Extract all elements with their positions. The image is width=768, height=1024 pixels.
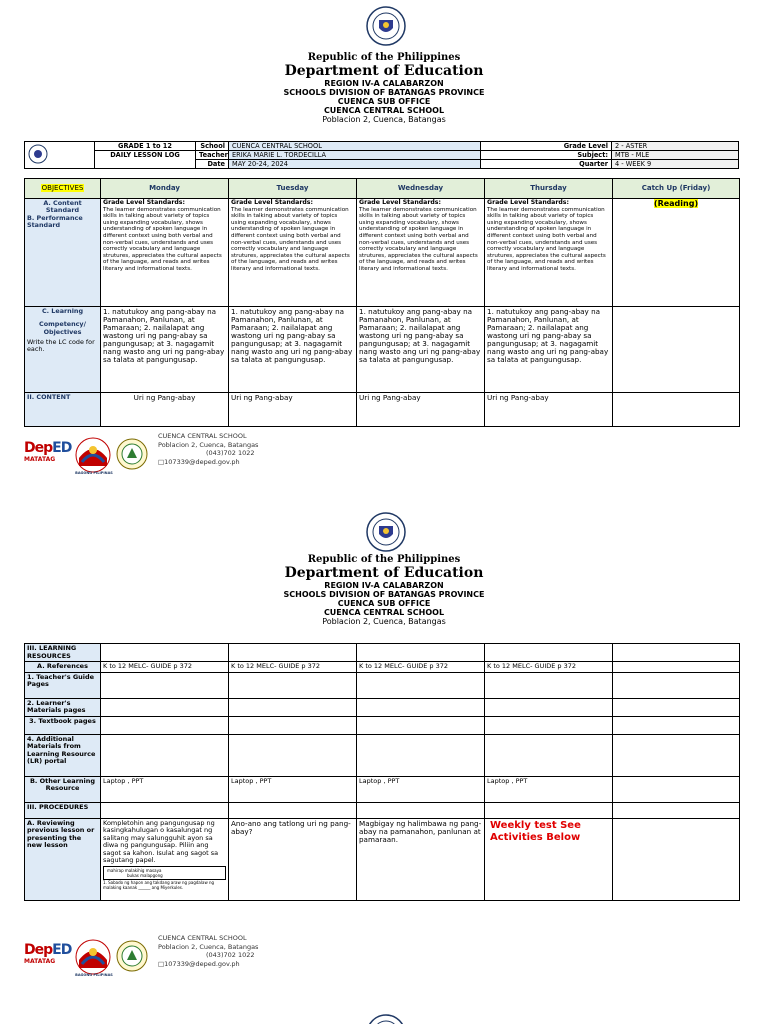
competency-tuesday: 1. natutukoy ang pang-abay na Pamanahon, Panlunan, at Pamaraan; 2. nailalapat ang wastong uri ng pang-abay sa pangungusap; at 3. nagagamit nang wasto ang uri ng pang-abay sa talata at pangungusap.	[229, 307, 357, 393]
date-value: MAY 20-24, 2024	[229, 160, 481, 169]
department-title: Department of Education	[284, 63, 484, 79]
competency-thursday: 1. natutukoy ang pang-abay na Pamanahon, Panlunan, at Pamaraan; 2. nailalapat ang wastong uri ng pang-abay sa pangungusap; at 3. nagagamit nang wasto ang uri ng pang-abay sa talata at pangungusap.	[485, 307, 613, 393]
reading-label: (Reading)	[653, 199, 699, 208]
wednesday-header: Wednesday	[357, 179, 485, 199]
page-header-2: Republic of the Philippines Department of Education REGION IV-A CALABARZON SCHOOLS DIVISION OF BATANGAS PROVINCE CUENCA SUB OFFICE CUENCA CENTRAL SCHOOL Poblacion 2, Cuenca, Batangas	[283, 554, 485, 626]
page-footer	[24, 432, 424, 482]
monday-header: Monday	[101, 179, 229, 199]
teacher-guide-label: 1. Teacher's Guide Pages	[25, 672, 101, 698]
ref-thursday: K to 12 MELC- GUIDE p 372	[485, 662, 613, 673]
competency-label: Competency/ Objectives	[39, 320, 86, 336]
procedures-label: III. PROCEDURES	[25, 802, 101, 818]
school-value: CUENCA CENTRAL SCHOOL	[229, 142, 481, 151]
teacher-field-label: Teacher	[196, 151, 229, 160]
objectives-table	[24, 178, 740, 427]
other-wednesday: Laptop , PPT	[357, 776, 485, 802]
review-tuesday: Ano-ano ang tatlong uri ng pang-abay?	[229, 818, 357, 900]
competency-monday: 1. natutukoy ang pang-abay na Pamanahon, Panlunan, at Pamaraan; 2. nailalapat ang wastong uri ng pang-abay sa pangungusap; at 3. nagagamit nang wasto ang uri ng pang-abay sa talata at pangungusap.	[101, 307, 229, 393]
bagong-pilipinas-icon	[74, 436, 112, 474]
suboffice-label: CUENCA SUB OFFICE	[337, 97, 431, 106]
page-footer-2: DepED MATATAG BAGONG PILIPINAS CUENCA CENTRAL SCHOOL Poblacion 2, Cuenca, Batangas (043)702 1022 □107339@deped.gov.ph	[24, 934, 259, 977]
deped-seal-icon-3	[366, 1014, 406, 1024]
objectives-header: OBJECTIVES	[25, 179, 101, 199]
standard-monday: Grade Level Standards: The learner demonstrates communication skills in talking about variety of topics using expanding vocabulary, shows understanding of spoken language in different context using both verbal and non-verbal cues, understands and uses correctly vocabulary and language strutures, appreciates the cultural aspects of the language, and reads and writes literary and informational texts.	[101, 199, 229, 307]
other-thursday: Laptop , PPT	[485, 776, 613, 802]
ref-monday: K to 12 MELC- GUIDE p 372	[101, 662, 229, 673]
school-label: CUENCA CENTRAL SCHOOL	[323, 106, 445, 115]
division-label: SCHOOLS DIVISION OF BATANGAS PROVINCE	[283, 88, 485, 97]
textbook-label: 3. Textbook pages	[25, 716, 101, 734]
grade-range: GRADE 1 to 12	[95, 142, 196, 151]
grade-level-label: Grade Level	[481, 142, 612, 151]
performance-standard-label: B. Performance Standard	[27, 213, 83, 229]
subject-value: MTB - MLE	[612, 151, 739, 160]
region-label: REGION IV-A CALABARZON	[324, 79, 444, 88]
school-field-label: School	[196, 142, 229, 151]
standard-thursday: Grade Level Standards: The learner demonstrates communication skills in talking about variety of topics using expanding vocabulary, shows understanding of spoken language in different context using both verbal and non-verbal cues, understands and uses correctly vocabulary and language strutures, appreciates the cultural aspects of the language, and reads and writes literary and informational texts.	[485, 199, 613, 307]
footer-contact: CUENCA CENTRAL SCHOOL Poblacion 2, Cuenca, Batangas (043)702 1022 □107339@deped.gov.ph	[158, 432, 259, 466]
competency-wednesday: 1. natutukoy ang pang-abay na Pamanahon, Panlunan, at Pamaraan; 2. nailalapat ang wastong uri ng pang-abay sa pangungusap; at 3. nagagamit nang wasto ang uri ng pang-abay sa talata at pangungusap.	[357, 307, 485, 393]
bagong-pilipinas-label: BAGONG PILIPINAS	[75, 471, 113, 475]
standards-label-cell	[25, 199, 101, 307]
deped-seal-icon	[366, 6, 406, 46]
content-label: II. CONTENT	[25, 393, 101, 427]
competency-label-cell: C. Learning Competency/ Objectives Write the LC code for each.	[25, 307, 101, 393]
subject-label: Subject:	[481, 151, 612, 160]
standard-tuesday: Grade Level Standards: The learner demonstrates communication skills in talking about variety of topics using expanding vocabulary, shows understanding of spoken language in different context using both verbal and non-verbal cues, understands and uses correctly vocabulary and language strutures, appreciates the cultural aspects of the language, and reads and writes literary and informational texts.	[229, 199, 357, 307]
log-seal-cell	[25, 142, 95, 169]
reviewing-label: A. Reviewing previous lesson or presenting the new lesson	[25, 818, 101, 900]
log-title: DAILY LESSON LOG	[95, 151, 196, 169]
deped-seal-icon-2	[366, 512, 406, 552]
republic-title: Republic of the Philippines	[307, 52, 461, 63]
quarter-label: Quarter	[481, 160, 612, 169]
lc-note: Write the LC code for each.	[27, 337, 95, 354]
deped-logo: DepED MATATAG	[24, 440, 72, 463]
other-resources-label: B. Other Learning Resource	[25, 776, 101, 802]
standard-wednesday: Grade Level Standards: The learner demonstrates communication skills in talking about variety of topics using expanding vocabulary, shows understanding of spoken language in different context using both verbal and non-verbal cues, understands and uses correctly vocabulary and language strutures, appreciates the cultural aspects of the language, and reads and writes literary and informational texts.	[357, 199, 485, 307]
deped-small-seal-icon	[28, 144, 48, 164]
quarter-value: 4 - WEEK 9	[612, 160, 739, 169]
footer-contact-2: CUENCA CENTRAL SCHOOL Poblacion 2, Cuenca, Batangas (043)702 1022 □107339@deped.gov.ph	[158, 934, 259, 968]
learning-resources-label: III. LEARNING RESOURCES	[25, 644, 101, 662]
review-wednesday: Magbigay ng halimbawa ng pang-abay na pamanahon, panlunan at pamaraan.	[357, 818, 485, 900]
learner-materials-label: 2. Learner's Materials pages	[25, 698, 101, 716]
bagong-pilipinas-icon-2	[74, 938, 112, 976]
review-thursday	[485, 818, 613, 900]
teacher-value: ERIKA MARIE L. TORDECILLA	[229, 151, 481, 160]
location-label: Poblacion 2, Cuenca, Batangas	[322, 115, 446, 124]
school-logo-icon-2	[116, 940, 148, 972]
school-logo-icon	[116, 438, 148, 470]
content-friday	[613, 393, 740, 427]
content-standard-label: A. Content Standard	[43, 199, 82, 215]
content-tuesday: Uri ng Pang-abay	[229, 393, 357, 427]
date-field-label: Date	[196, 160, 229, 169]
standard-friday	[613, 199, 740, 307]
references-label: A. References	[25, 662, 101, 673]
other-tuesday: Laptop , PPT	[229, 776, 357, 802]
competency-friday	[613, 307, 740, 393]
content-wednesday: Uri ng Pang-abay	[357, 393, 485, 427]
ref-tuesday: K to 12 MELC- GUIDE p 372	[229, 662, 357, 673]
footer-email: 107339@deped.gov.ph	[164, 457, 240, 466]
resources-table	[24, 643, 740, 901]
ref-wednesday: K to 12 MELC- GUIDE p 372	[357, 662, 485, 673]
additional-materials-label: 4. Additional Materials from Learning Resource (LR) portal	[25, 734, 101, 776]
review-monday: Kompletohin ang pangungusap ng kasingkahulugan o kasalungat ng salitang may salungguhit ayon sa diwa ng pangungusap. Piliin ang sagot sa kahon. Isulat ang sagot sa sagutang papel. mahirap malakihig masaya bukas malapgong 1. Sabado ng hapon ang takdang araw ng pagdalaw ng malaking kaanak ______ ang Miyerkules.	[101, 818, 229, 900]
other-monday: Laptop , PPT	[101, 776, 229, 802]
content-monday: Uri ng Pang-abay	[101, 393, 229, 427]
thursday-header: Thursday	[485, 179, 613, 199]
tuesday-header: Tuesday	[229, 179, 357, 199]
deped-logo-2: DepED MATATAG	[24, 942, 72, 965]
grade-level-value: 2 - ASTER	[612, 142, 739, 151]
friday-header: Catch Up (Friday)	[613, 179, 740, 199]
page-header	[0, 52, 768, 125]
content-thursday: Uri ng Pang-abay	[485, 393, 613, 427]
lesson-log-meta	[24, 141, 739, 169]
weekly-test-note: Weekly test See Activities Below	[490, 819, 581, 843]
